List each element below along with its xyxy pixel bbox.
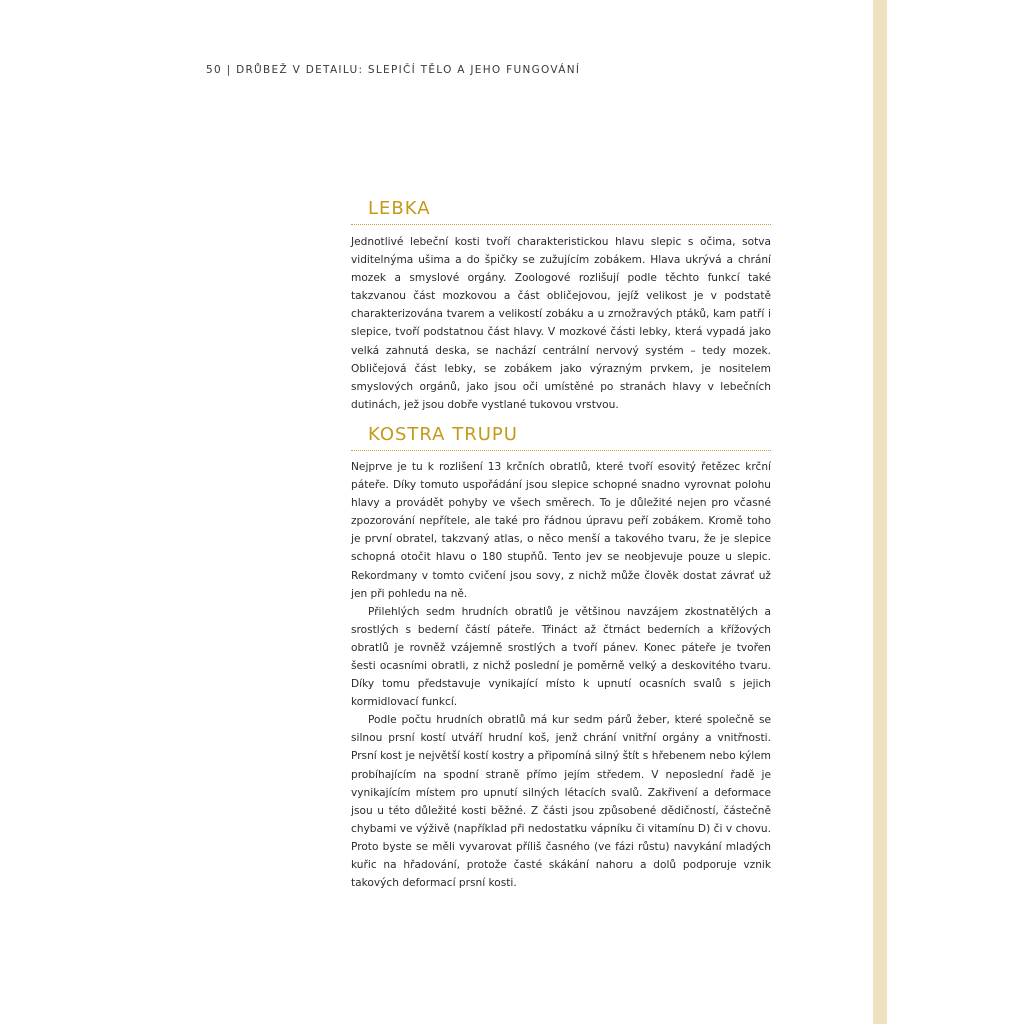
page-edge-band [873,0,887,1024]
dotted-divider [351,224,771,225]
paragraph: Jednotlivé lebeční kosti tvoří charakteristickou hlavu slepic s očima, sotva viditelnýma ušima a do špičky se zužujícím zobákem. Hlava ukrývá a chrání mozek a smyslové orgány. Zoologové rozlišují podle těchto funkcí také takzvanou část mozkovou a část obličejovou, jejíž velikost je v podstatě charakterizována tvarem a velikostí zobáku a u zrnožravých ptáků, kam patří i slepice, tvoří podstatnou část hlavy. V mozkové části lebky, která vypadá jako velká zahnutá deska, se nachází centrální nervový systém – tedy mozek. Obličejová část lebky, se zobákem jako výrazným prvkem, je nositelem smyslových orgánů, jako jsou oči umístěné po stranách hlavy v lebečních dutinách, jež jsou dobře vystlané tukovou vrstvou. [351,236,771,411]
article-body [351,198,771,892]
section-title-kostra-trupu: KOSTRA TRUPU [368,423,518,445]
section-title-lebka: LEBKA [368,198,431,219]
dotted-divider [351,450,771,451]
paragraph: Nejprve je tu k rozlišení 13 krčních obratlů, které tvoří esovitý řetězec krční páteře. Díky tomuto uspořádání jsou slepice schopné snadno vyrovnat polohu hlavy a provádět pohyby ve všech směrech. To je důležité nejen pro včasné zpozorování nepřítele, ale také pro řádnou úpravu peří zobákem. Kromě toho je první obratel, takzvaný atlas, o něco menší a takového tvaru, že je slepice schopná otočit hlavu o 180 stupňů. Tento jev se neobjevuje pouze u slepic. Rekordmany v tomto cvičení jsou sovy, z nichž může člověk dostat závrať už jen při pohledu na ně. [351,460,771,600]
paragraph: Přilehlých sedm hrudních obratlů je většinou navzájem zkostnatělých a srostlých s bederní částí páteře. Třináct až čtrnáct bederních a křížových obratlů je rovněž vzájemně srostlých a tvoří pánev. Konec páteře je tvořen šesti ocasními obratli, z nichž poslední je poměrně velký a deskovitého tvaru. Díky tomu představuje vynikající místo k upnutí ocasních svalů s jejich kormidlovací funkcí. [351,605,771,709]
section-kostra-trupu [351,424,771,892]
paragraph: Podle počtu hrudních obratlů má kur sedm párů žeber, které společně se silnou prsní kostí utváří hrudní koš, jenž chrání vnitřní orgány a vnitřnosti. Prsní kost je největší kostí kostry a připomíná silný štít s hřebenem nebo kýlem probíhajícím na spodní straně přímo jejím středem. V neposlední řadě je vynikajícím místem pro upnutí silných létacích svalů. Zakřivení a deformace jsou u této důležité kosti běžné. Z části jsou způsobené dědičností, částečně chybami ve výživě (například při nedostatku vápníku či vitamínu D) či v chovu. Proto byste se měli vyvarovat příliš časného (ve fázi růstu) navykání mladých kuřic na hřadování, protože časté skákání nahoru a dolů podporuje vznik takových deformací prsní kosti. [351,714,771,890]
section-lebka [351,198,771,414]
running-header: 50 | DRŮBEŽ V DETAILU: SLEPIČÍ TĚLO A JEHO FUNGOVÁNÍ [206,64,581,76]
